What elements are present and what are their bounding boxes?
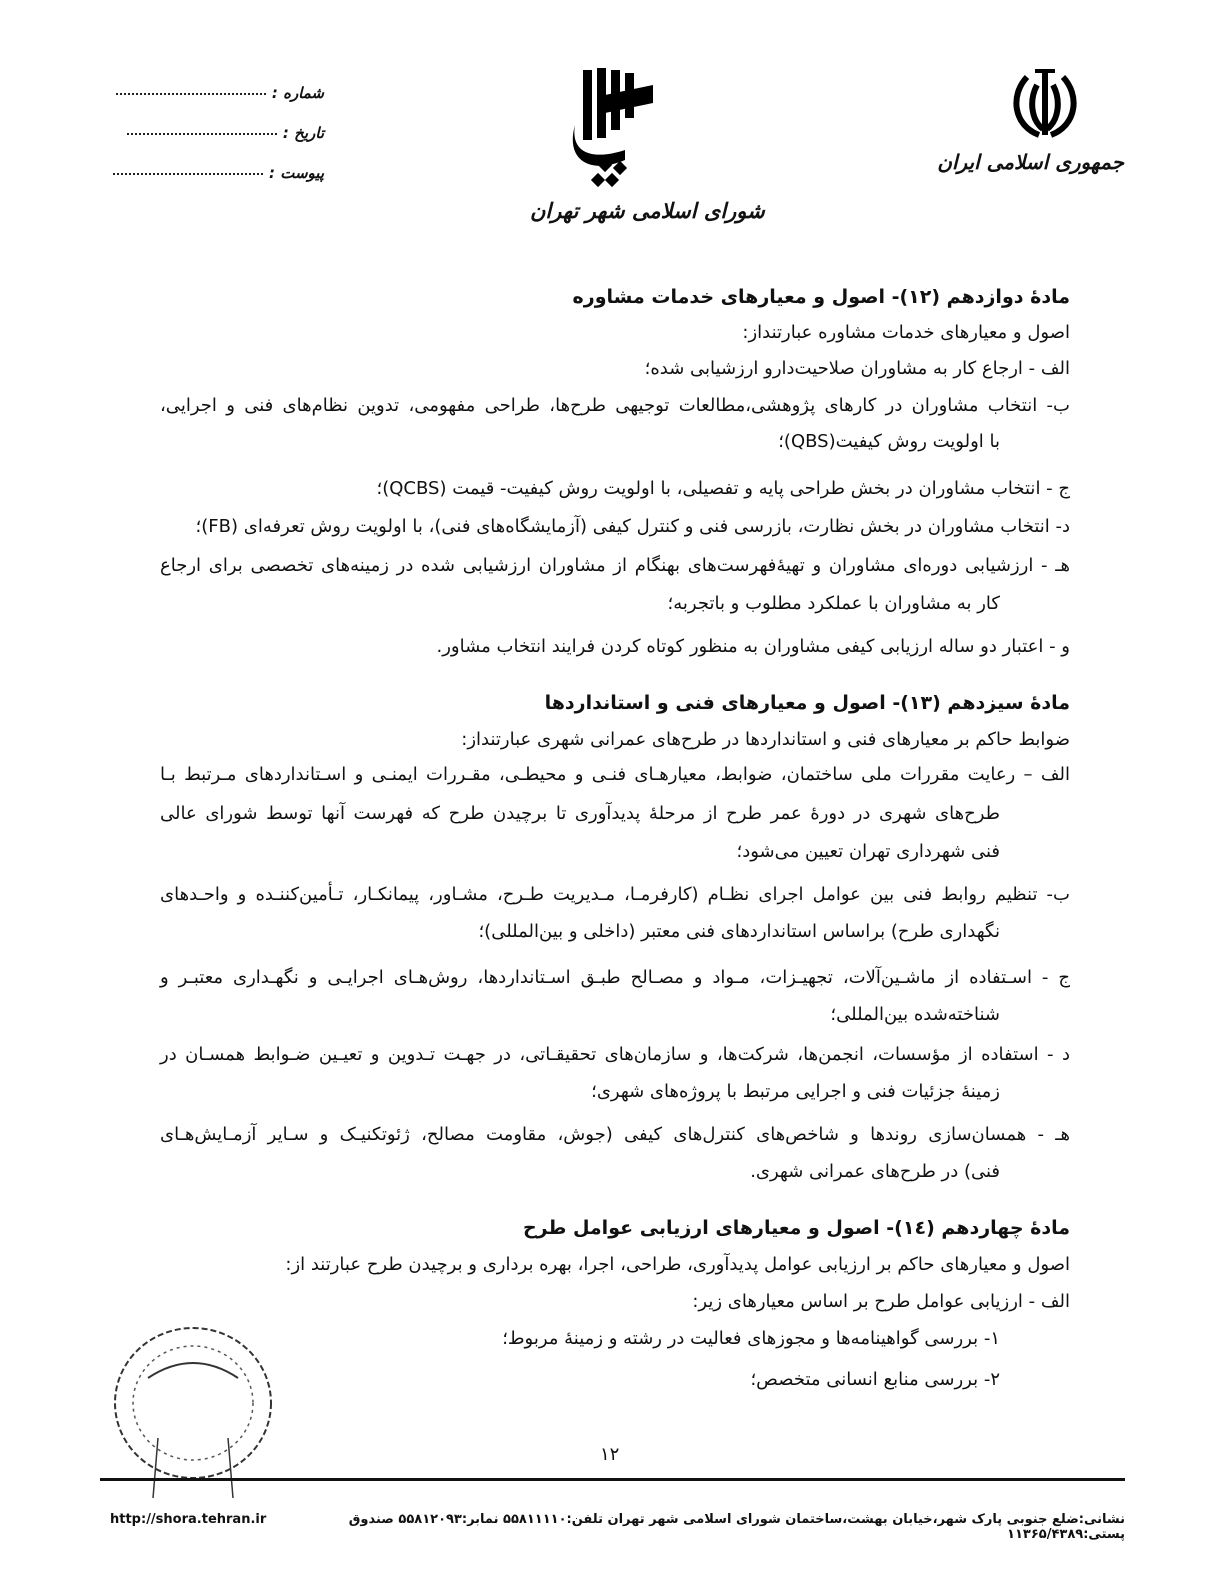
date-field: [127, 124, 324, 142]
emblem-caption: جمهوری اسلامی ایران: [937, 150, 1124, 174]
attachment-field: [113, 164, 324, 182]
article-13-line: ب- تنظیم روابط فنی بین عوامل اجرای نظـام (کارفرمـا، مـدیریت طـرح، مشـاور، پیمانکـار، تـأمین‌کننـده و واحـدهای: [160, 884, 1070, 905]
footer-url[interactable]: http://shora.tehran.ir: [110, 1512, 267, 1527]
article-13-heading: مادهٔ سیزدهم (۱۳)- اصول و معیارهای فنی و استانداردها: [544, 692, 1070, 714]
article-13-intro: ضوابط حاکم بر معیارهای فنی و استانداردها در طرح‌های عمرانی شهری عبارتنداز:: [461, 729, 1070, 750]
article-13-line: نگهداری طرح) براساس استانداردهای فنی معتبر (داخلی و بین‌المللی)؛: [478, 921, 1000, 942]
article-12-line: ب- انتخاب مشاوران در کارهای پژوهشی،مطالعات توجیهی طرح‌ها، طراحی مفهومی، تدوین نظام‌های فنی و اجرایی،: [160, 395, 1070, 416]
article-12-line: الف - ارجاع کار به مشاوران صلاحیت‌دارو ارزشیابی شده؛: [644, 358, 1070, 379]
article-12-line: ج - انتخاب مشاوران در بخش طراحی پایه و تفصیلی، با اولویت روش کیفیت- قیمت (QCBS)؛: [376, 478, 1070, 499]
council-logo-caption: شورای اسلامی شهر تهران: [530, 198, 765, 223]
article-13-line: طرح‌های شهری در دورهٔ عمر طرح از مرحلهٔ پدیدآوری تا برچیدن طرح که فهرست آنها توسط شورای عالی: [160, 803, 1000, 824]
article-13-line: شناخته‌شده بین‌المللی؛: [830, 1004, 1000, 1025]
article-13-line: فنی شهرداری تهران تعیین می‌شود؛: [736, 841, 1000, 862]
dotted-line: [113, 173, 263, 175]
footer-address: نشانی:ضلع جنوبی پارک شهر،خیابان بهشت،ساختمان شورای اسلامی شهر تهران تلفن:۵۵۸۱۱۱۱۰ نمابر:۵۵۸۱۲۰۹۳ صندوق پستی:۱۱۳۶۵/۴۳۸۹: [348, 1512, 1125, 1542]
article-14-heading: مادهٔ چهاردهم (۱٤)- اصول و معیارهای ارزیابی عوامل طرح: [522, 1217, 1070, 1239]
article-13-line: فنی) در طرح‌های عمرانی شهری.: [750, 1161, 1000, 1182]
iran-emblem-icon: [1005, 65, 1085, 145]
article-14-line: الف - ارزیابی عوامل طرح بر اساس معیارهای زیر:: [692, 1291, 1070, 1312]
footer: [110, 1512, 1125, 1542]
article-12-intro: اصول و معیارهای خدمات مشاوره عبارتنداز:: [742, 322, 1070, 343]
article-14-line: ۱- بررسی گواهینامه‌ها و مجوزهای فعالیت در رشته و زمینهٔ مربوط؛: [502, 1328, 1000, 1349]
field-label: شماره :: [271, 84, 324, 102]
council-logo-icon: [565, 65, 655, 200]
article-12-line: و - اعتبار دو ساله ارزیابی کیفی مشاوران به منظور کوتاه کردن فرایند انتخاب مشاور.: [436, 636, 1070, 657]
article-13-line: الف – رعایت مقررات ملی ساختمان، ضوابط، معیارهـای فنـی و محیطـی، مقـررات ایمنـی و اسـتانداردهای مـرتبط بـا: [160, 764, 1070, 785]
article-12-line: با اولویت روش کیفیت(QBS)؛: [778, 431, 1000, 452]
article-13-line: د - استفاده از مؤسسات، انجمن‌ها، شرکت‌ها، و سازمان‌های تحقیقـاتی، در جهـت تـدوین و تعیـین ضـوابط همسـان در: [160, 1044, 1070, 1065]
footer-divider: [100, 1478, 1125, 1481]
page-number: ۱۲: [600, 1444, 620, 1465]
dotted-line: [127, 133, 277, 135]
article-12-line: هـ - ارزشیابی دوره‌ای مشاوران و تهیهٔ‌فهرست‌های بهنگام از مشاوران ارزشیابی شده در زمینه‌های تخصصی برای ارجاع: [160, 555, 1070, 576]
article-12-line: کار به مشاوران با عملکرد مطلوب و باتجربه؛: [667, 593, 1000, 614]
article-13-line: ج - اسـتفاده از ماشـین‌آلات، تجهیـزات، مـواد و مصـالح طبـق اسـتانداردها، روش‌هـای اجرایـی و نگهـداری معتبـر و: [160, 967, 1070, 988]
article-12-line: د- انتخاب مشاوران در بخش نظارت، بازرسی فنی و کنترل کیفی (آزمایشگاه‌های فنی)، با اولویت روش تعرفه‌ای (FB)؛: [195, 516, 1070, 537]
article-13-line: هـ - همسان‌سازی روندها و شاخص‌های کنترل‌های کیفی (جوش، مقاومت مصالح، ژئوتکنیـک و سـایر آزمـایش‌هـای: [160, 1124, 1070, 1145]
field-label: پیوست :: [269, 164, 324, 182]
field-label: تاریخ :: [282, 124, 324, 142]
number-field: [116, 84, 324, 102]
article-14-line: ۲- بررسی منابع انسانی متخصص؛: [750, 1369, 1000, 1390]
article-14-intro: اصول و معیارهای حاکم بر ارزیابی عوامل پدیدآوری، طراحی، اجرا، بهره برداری و برچیدن طرح عبارتند از:: [285, 1254, 1070, 1275]
dotted-line: [116, 93, 266, 95]
article-12-heading: مادهٔ دوازدهم (۱۲)- اصول و معیارهای خدمات مشاوره: [572, 286, 1070, 308]
article-13-line: زمینهٔ جزئیات فنی و اجرایی مرتبط با پروژه‌های شهری؛: [591, 1081, 1000, 1102]
